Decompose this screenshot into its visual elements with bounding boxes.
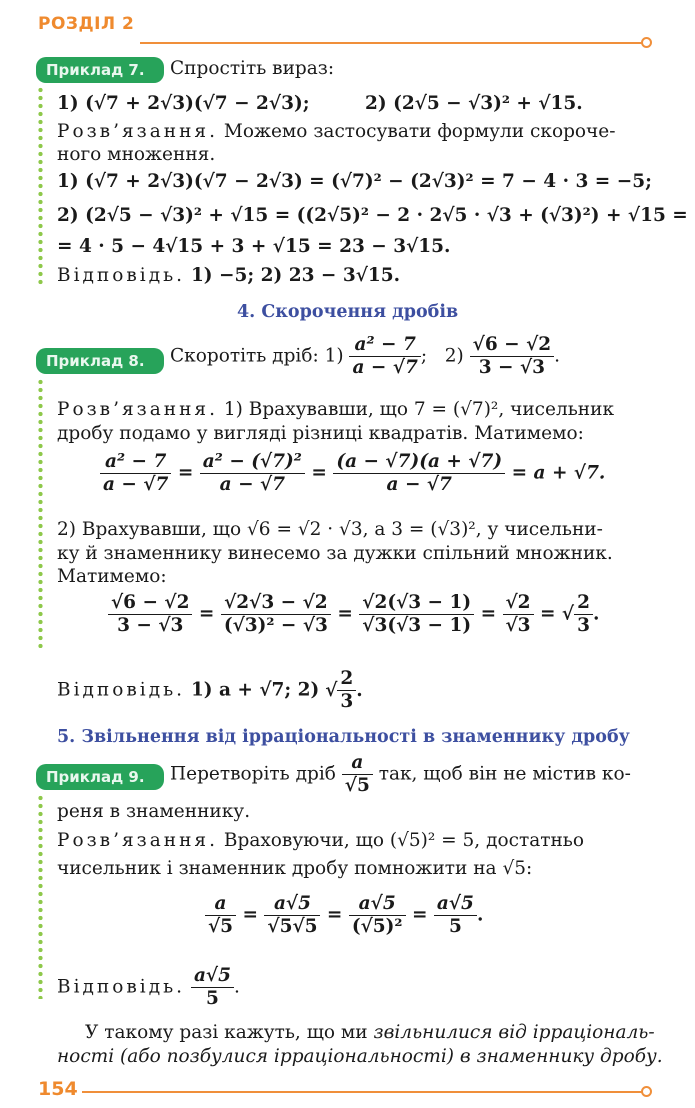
example-9-badge: Приклад 9. [36, 764, 164, 790]
page-number: 154 [38, 1078, 78, 1100]
ex7-expr2: 2) (2√5 − √3)² + √15. [365, 93, 583, 114]
footer-rule [82, 1091, 642, 1093]
section-header: РОЗДІЛ 2 [38, 14, 135, 34]
ex8-answer-fraction: $\frac{2}{3}$ [337, 668, 356, 713]
closing-line-1: У такому разі кажуть, що ми звільнилися від ірраціональ- [85, 1022, 655, 1043]
ex8-solution-1a: 1) Врахувавши, що 7 = (√7)², чисельник [223, 399, 615, 420]
ex8-solution-2c: Матимемо: [57, 566, 167, 587]
ex9-task-a: Перетворіть дріб [170, 763, 336, 785]
ex8-answer-label: Відповідь. [57, 679, 186, 701]
ex9-fraction: $\frac{a}{√5}$ [342, 752, 373, 797]
example-9-dots [38, 794, 43, 999]
section-5-title: 5. Звільнення від ірраціональності в знаменнику дробу [57, 727, 630, 747]
example-7-dots [38, 86, 43, 286]
ex8-fraction-2: $\frac{√6 - √2}{3 - √3}$ [470, 334, 554, 379]
ex9-equation: $\frac{a}{√5}$ = $\frac{a√5}{√5√5}$ = $\frac{a√5}{\text{(√5)²}}$ = $\frac{a√5}{5}$ . [205, 893, 483, 938]
example-7-badge: Приклад 7. [36, 57, 164, 83]
ex7-calc-2: 2) (2√5 − √3)² + √15 = ((2√5)² − 2 · 2√5 · √3 + (√3)²) + √15 = [57, 205, 688, 226]
ex8-answer: 1) a + √7; 2) [190, 679, 320, 701]
ex8-solution-2b: ку й знаменнику винесемо за дужки спільний множник. [57, 543, 613, 564]
ex7-solution-label: Розв’язання. [57, 121, 218, 142]
closing-line-2: ності (або позбулися ірраціональності) в знаменнику дробу. [57, 1046, 663, 1067]
ex7-answer-label: Відповідь. [57, 265, 186, 286]
ex9-solution-label: Розв’язання. [57, 830, 218, 851]
ex9-answer-label: Відповідь. [57, 976, 186, 998]
ex7-expr1: 1) (√7 + 2√3)(√7 − 2√3); [57, 93, 310, 114]
ex9-answer-fraction: $\frac{a√5}{5}$ [191, 965, 234, 1010]
ex7-solution-text-2: ного множення. [57, 144, 216, 165]
ex8-task: Скоротіть дріб: 1) [170, 345, 344, 367]
header-rule [140, 42, 642, 44]
ex8-solution-1b: дробу подамо у вигляді різниці квадратів. Матимемо: [57, 423, 584, 444]
ex9-task-b: так, щоб він не містив ко- [378, 763, 631, 785]
ex7-solution-text: Можемо застосувати формули скороче- [223, 121, 616, 142]
ex8-equation-2: $\frac{√6 - √2}{3 - √3}$ = $\frac{√2√3 - √2}{\text{(√3)² − √3}}$ = $\frac{√2(√3 - 1)}{√3(√3 - 1)}$ = $\frac{√2}{√3}$ = √ $\frac{2}{3}$ . [108, 592, 599, 637]
ex8-solution-2a: 2) Врахувавши, що √6 = √2 · √3, а 3 = (√3)², у чисельни- [57, 519, 603, 540]
ex8-label-2: 2) [444, 345, 464, 367]
example-8-dots [38, 378, 43, 648]
ex7-answer: 1) −5; 2) 23 − 3√15. [190, 265, 401, 286]
ex8-fraction-1: $\frac{\text{a² − 7}}{a - √7}$ [349, 334, 420, 379]
ex7-task: Спростіть вираз: [170, 58, 335, 79]
ex8-equation-1: $\frac{\text{a² − 7}}{a - √7}$ = $\frac{\text{a² − (√7)²}}{a - √7}$ = $\frac{(a - √7)(a + √7)}{a - √7}$ = a + √7. [100, 451, 605, 496]
section-4-title: 4. Скорочення дробів [237, 302, 459, 322]
header-rule-end-icon [641, 37, 652, 48]
ex8-solution-label: Розв’язання. [57, 399, 218, 420]
example-8-badge: Приклад 8. [36, 348, 164, 374]
ex7-calc-1: 1) (√7 + 2√3)(√7 − 2√3) = (√7)² − (2√3)² = 7 − 4 · 3 = −5; [57, 171, 652, 192]
ex9-task-c: реня в знаменнику. [57, 801, 251, 822]
ex9-solution-2: чисельник і знаменник дробу помножити на √5: [57, 858, 533, 879]
footer-rule-end-icon [641, 1086, 652, 1097]
ex9-solution-1: Враховуючи, що (√5)² = 5, достатньо [223, 830, 584, 851]
ex7-calc-3: = 4 · 5 − 4√15 + 3 + √15 = 23 − 3√15. [57, 236, 451, 257]
